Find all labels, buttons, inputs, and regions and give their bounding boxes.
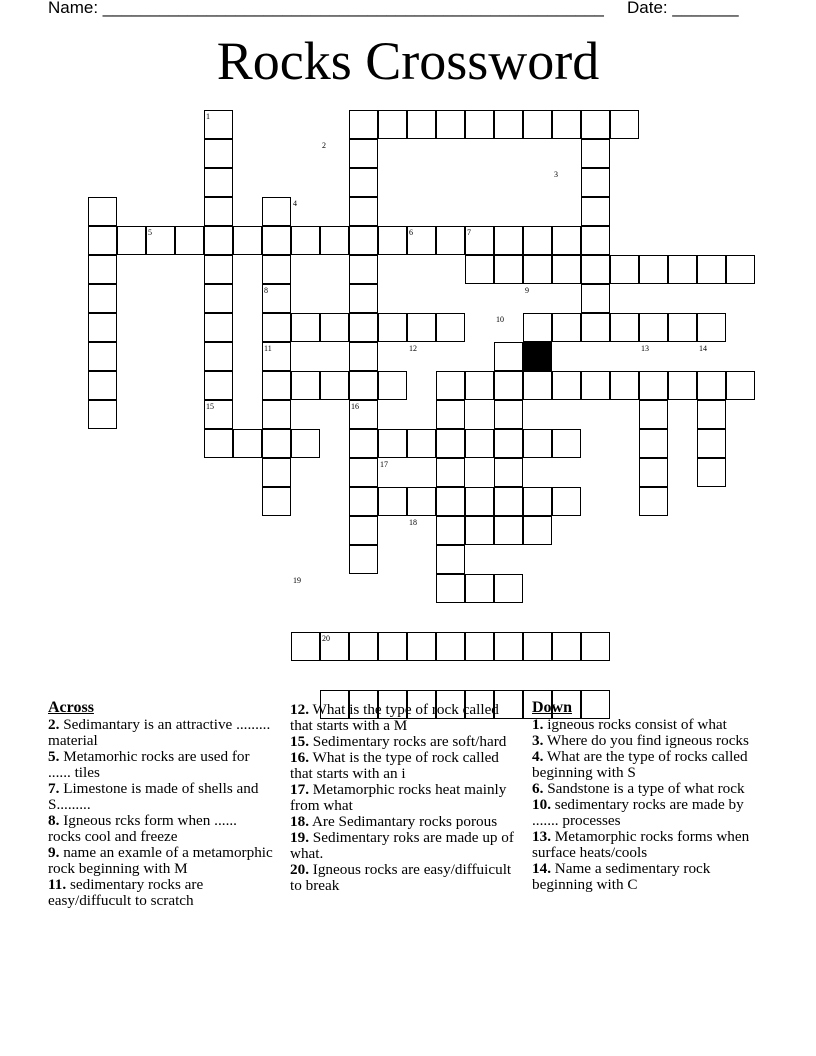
grid-cell[interactable]	[610, 371, 639, 400]
grid-cell[interactable]	[320, 313, 349, 342]
grid-cell[interactable]	[407, 632, 436, 661]
grid-cell[interactable]	[436, 458, 465, 487]
grid-cell[interactable]	[378, 371, 407, 400]
grid-cell[interactable]	[668, 313, 697, 342]
cell-number: 8	[264, 286, 268, 295]
cell-number: 1	[206, 112, 210, 121]
grid-cell[interactable]	[349, 487, 378, 516]
clue-item	[48, 877, 273, 909]
grid-cell[interactable]	[291, 313, 320, 342]
grid-cell[interactable]	[726, 255, 755, 284]
clue-number: 7.	[48, 780, 60, 797]
grid-cell[interactable]	[639, 255, 668, 284]
grid-cell[interactable]	[204, 429, 233, 458]
grid-cell[interactable]	[407, 110, 436, 139]
clue-item	[532, 797, 762, 829]
grid-cell[interactable]	[494, 371, 523, 400]
grid-cell[interactable]	[262, 429, 291, 458]
grid-cell[interactable]	[668, 255, 697, 284]
grid-cell[interactable]	[436, 545, 465, 574]
grid-cell[interactable]	[88, 371, 117, 400]
clue-number: 12.	[290, 701, 309, 718]
grid-cell[interactable]	[204, 313, 233, 342]
grid-cell[interactable]	[233, 226, 262, 255]
grid-cell[interactable]	[552, 313, 581, 342]
date-field-label: Date: _______	[627, 0, 739, 17]
grid-cell[interactable]	[320, 226, 349, 255]
grid-cell[interactable]	[668, 371, 697, 400]
clue-item	[532, 781, 762, 797]
clue-number: 8.	[48, 812, 60, 829]
grid-cell[interactable]	[581, 110, 610, 139]
grid-cell[interactable]	[494, 110, 523, 139]
grid-cell[interactable]	[465, 487, 494, 516]
cell-number: 13	[641, 344, 649, 353]
grid-cell[interactable]	[581, 255, 610, 284]
cell-number: 2	[322, 141, 326, 150]
grid-cell[interactable]	[436, 632, 465, 661]
clue-item	[48, 813, 273, 845]
cell-number: 7	[467, 228, 471, 237]
grid-cell[interactable]	[349, 458, 378, 487]
across-clues	[48, 700, 273, 909]
clue-text: Limestone is made of shells and S.........	[48, 780, 259, 813]
grid-cell[interactable]	[552, 429, 581, 458]
grid-cell[interactable]	[552, 255, 581, 284]
grid-cell[interactable]	[88, 342, 117, 371]
clue-text: What are the type of rocks called beginning with S	[532, 748, 748, 781]
across-clues-continued	[290, 702, 520, 894]
grid-cell[interactable]	[523, 487, 552, 516]
grid-cell[interactable]	[523, 313, 552, 342]
clue-item	[532, 749, 762, 781]
cell-number: 10	[496, 315, 504, 324]
clue-item	[290, 750, 520, 782]
cell-number: 20	[322, 634, 330, 643]
grid-cell[interactable]	[262, 255, 291, 284]
clue-item	[48, 845, 273, 877]
clue-number: 3.	[532, 732, 544, 749]
clue-text: Metamorhic rocks are used for ...... tiles	[48, 748, 250, 781]
grid-cell[interactable]	[639, 400, 668, 429]
grid-cell[interactable]	[436, 226, 465, 255]
grid-cell[interactable]	[523, 632, 552, 661]
clue-text: igneous rocks consist of what	[543, 716, 727, 733]
clue-number: 5.	[48, 748, 60, 765]
clue-number: 2.	[48, 716, 60, 733]
clue-text: Where do you find igneous rocks	[543, 732, 749, 749]
grid-cell[interactable]	[262, 400, 291, 429]
grid-cell[interactable]	[436, 516, 465, 545]
clue-text: Metamorphic rocks forms when surface heats/cools	[532, 828, 750, 861]
clue-item	[290, 782, 520, 814]
clue-number: 13.	[532, 828, 551, 845]
clue-item	[532, 829, 762, 861]
grid-cell[interactable]	[523, 255, 552, 284]
grid-cell[interactable]	[436, 429, 465, 458]
clue-item	[532, 717, 762, 733]
clue-item	[48, 717, 273, 749]
cell-number: 18	[409, 518, 417, 527]
clue-number: 17.	[290, 781, 309, 798]
grid-cell[interactable]	[349, 632, 378, 661]
cell-number: 3	[554, 170, 558, 179]
clue-item	[48, 749, 273, 781]
clue-text: Sedimentary rocks are soft/hard	[308, 733, 507, 750]
grid-cell[interactable]	[697, 458, 726, 487]
grid-cell[interactable]	[697, 255, 726, 284]
grid-cell[interactable]	[494, 632, 523, 661]
grid-cell[interactable]	[610, 313, 639, 342]
cell-number: 15	[206, 402, 214, 411]
grid-cell[interactable]	[465, 371, 494, 400]
grid-cell[interactable]	[639, 371, 668, 400]
clue-text: Metamorphic rocks heat mainly from what	[290, 781, 507, 814]
clue-item	[532, 861, 762, 893]
grid-cell[interactable]	[581, 284, 610, 313]
clue-number: 10.	[532, 796, 551, 813]
grid-cell[interactable]	[349, 197, 378, 226]
across-heading: Across	[48, 699, 94, 716]
grid-cell[interactable]	[349, 516, 378, 545]
grid-cell[interactable]	[523, 516, 552, 545]
grid-cell[interactable]	[88, 284, 117, 313]
grid-cell[interactable]	[233, 429, 262, 458]
clue-number: 9.	[48, 844, 60, 861]
grid-cell[interactable]	[523, 226, 552, 255]
grid-cell[interactable]	[494, 342, 523, 371]
grid-cell[interactable]	[204, 371, 233, 400]
clue-text: Sedimentary roks are made up of what.	[290, 829, 514, 862]
grid-cell[interactable]	[581, 313, 610, 342]
grid-cell[interactable]	[494, 516, 523, 545]
grid-cell[interactable]	[494, 400, 523, 429]
grid-cell[interactable]	[349, 371, 378, 400]
clue-number: 14.	[532, 860, 551, 877]
grid-cell[interactable]	[407, 429, 436, 458]
grid-cell[interactable]	[639, 313, 668, 342]
grid-cell[interactable]	[204, 226, 233, 255]
clue-text: name an examle of a metamorphic rock beginning with M	[48, 844, 273, 877]
grid-cell[interactable]	[291, 429, 320, 458]
grid-cell[interactable]	[552, 110, 581, 139]
grid-cell[interactable]	[88, 400, 117, 429]
grid-cell[interactable]	[349, 226, 378, 255]
grid-cell[interactable]	[465, 110, 494, 139]
grid-cell[interactable]	[581, 197, 610, 226]
clue-text: sedimentary rocks are easy/diffucult to scratch	[48, 876, 204, 909]
grid-cell[interactable]	[349, 429, 378, 458]
grid-cell[interactable]	[204, 139, 233, 168]
grid-cell[interactable]	[349, 255, 378, 284]
grid-cell[interactable]	[262, 313, 291, 342]
cell-number: 4	[293, 199, 297, 208]
grid-cell[interactable]	[697, 371, 726, 400]
grid-cell[interactable]	[494, 255, 523, 284]
grid-cell[interactable]	[697, 313, 726, 342]
name-field-label: Name: _____________________________________________________	[48, 0, 604, 17]
grid-cell[interactable]	[117, 226, 146, 255]
grid-cell[interactable]	[436, 371, 465, 400]
grid-cell[interactable]	[204, 197, 233, 226]
grid-cell[interactable]	[610, 110, 639, 139]
grid-cell[interactable]	[291, 371, 320, 400]
grid-cell[interactable]	[581, 632, 610, 661]
grid-cell[interactable]	[349, 110, 378, 139]
clue-text: What is the type of rock called that starts with an i	[290, 749, 499, 782]
clue-number: 4.	[532, 748, 544, 765]
clue-text: sedimentary rocks are made by ....... processes	[532, 796, 744, 829]
cell-number: 5	[148, 228, 152, 237]
clue-item	[532, 733, 762, 749]
grid-cell[interactable]	[494, 574, 523, 603]
grid-cell[interactable]	[639, 458, 668, 487]
clue-text: Are Sedimantary rocks porous	[308, 813, 498, 830]
grid-cell[interactable]	[552, 632, 581, 661]
grid-cell[interactable]	[639, 429, 668, 458]
clue-item	[48, 781, 273, 813]
grid-cell[interactable]	[349, 313, 378, 342]
cell-number: 11	[264, 344, 272, 353]
clue-text: Igneous rcks form when ...... rocks cool and freeze	[48, 812, 237, 845]
grid-cell[interactable]	[291, 226, 320, 255]
cell-number: 12	[409, 344, 417, 353]
grid-cell[interactable]	[204, 168, 233, 197]
grid-cell[interactable]	[407, 313, 436, 342]
grid-cell[interactable]	[88, 255, 117, 284]
grid-cell[interactable]	[436, 313, 465, 342]
down-heading: Down	[532, 699, 573, 716]
cell-number: 16	[351, 402, 359, 411]
grid-cell[interactable]	[349, 545, 378, 574]
clue-number: 1.	[532, 716, 544, 733]
grid-cell[interactable]	[726, 371, 755, 400]
grid-cell[interactable]	[88, 226, 117, 255]
grid-cell[interactable]	[494, 458, 523, 487]
grid-cell[interactable]	[436, 110, 465, 139]
grid-cell[interactable]	[581, 371, 610, 400]
clue-item	[290, 734, 520, 750]
grid-cell[interactable]	[552, 371, 581, 400]
grid-cell[interactable]	[494, 487, 523, 516]
grid-cell[interactable]	[88, 313, 117, 342]
cell-number: 6	[409, 228, 413, 237]
grid-cell[interactable]	[291, 632, 320, 661]
grid-cell[interactable]	[523, 429, 552, 458]
cell-number: 14	[699, 344, 707, 353]
clue-number: 15.	[290, 733, 309, 750]
grid-cell[interactable]	[262, 371, 291, 400]
clue-text: Igneous rocks are easy/diffuicult to break	[290, 861, 512, 894]
grid-cell[interactable]	[175, 226, 204, 255]
grid-cell[interactable]	[378, 487, 407, 516]
cell-number: 19	[293, 576, 301, 585]
grid-cell[interactable]	[378, 110, 407, 139]
clue-number: 19.	[290, 829, 309, 846]
grid-cell[interactable]	[204, 284, 233, 313]
grid-cell[interactable]	[262, 487, 291, 516]
grid-cell[interactable]	[465, 255, 494, 284]
clue-number: 11.	[48, 876, 67, 893]
grid-cell[interactable]	[581, 139, 610, 168]
clue-text: Sedimantary is an attractive ......... material	[48, 716, 271, 749]
grid-cell[interactable]	[262, 458, 291, 487]
clue-number: 20.	[290, 861, 309, 878]
grid-cell[interactable]	[610, 255, 639, 284]
grid-cell[interactable]	[436, 400, 465, 429]
grid-cell[interactable]	[581, 226, 610, 255]
grid-cell[interactable]	[581, 168, 610, 197]
grid-cell[interactable]	[523, 110, 552, 139]
page-title: Rocks Crossword	[216, 31, 600, 91]
grid-cell[interactable]	[697, 429, 726, 458]
grid-cell[interactable]	[349, 284, 378, 313]
grid-cell[interactable]	[262, 197, 291, 226]
grid-cell[interactable]	[465, 574, 494, 603]
grid-cell[interactable]	[552, 487, 581, 516]
grid-cell[interactable]	[349, 342, 378, 371]
grid-cell[interactable]	[378, 313, 407, 342]
clue-number: 6.	[532, 780, 544, 797]
grid-cell[interactable]	[436, 487, 465, 516]
clue-item	[290, 862, 520, 894]
grid-cell[interactable]	[436, 574, 465, 603]
grid-cell[interactable]	[552, 226, 581, 255]
down-clues	[532, 700, 762, 893]
grid-cell[interactable]	[465, 632, 494, 661]
clue-text: What is the type of rock called that starts with a M	[290, 701, 499, 734]
grid-cell[interactable]	[407, 487, 436, 516]
grid-cell[interactable]	[349, 168, 378, 197]
grid-cell[interactable]	[88, 197, 117, 226]
clue-item	[290, 830, 520, 862]
cell-number: 17	[380, 460, 388, 469]
grid-cell[interactable]	[494, 429, 523, 458]
clue-item	[290, 702, 520, 734]
grid-cell[interactable]	[204, 255, 233, 284]
grid-cell[interactable]	[378, 429, 407, 458]
cell-number: 9	[525, 286, 529, 295]
grid-cell[interactable]	[320, 371, 349, 400]
grid-cell[interactable]	[349, 139, 378, 168]
grid-cell[interactable]	[639, 487, 668, 516]
clue-number: 16.	[290, 749, 309, 766]
clue-text: Name a sedimentary rock beginning with C	[532, 860, 711, 893]
grid-cell[interactable]	[204, 342, 233, 371]
clue-text: Sandstone is a type of what rock	[543, 780, 745, 797]
grid-cell[interactable]	[523, 371, 552, 400]
grid-cell[interactable]	[697, 400, 726, 429]
black-cell	[523, 342, 552, 371]
grid-cell[interactable]	[262, 226, 291, 255]
clue-item	[290, 814, 520, 830]
grid-cell[interactable]	[378, 632, 407, 661]
grid-cell[interactable]	[494, 226, 523, 255]
grid-cell[interactable]	[465, 516, 494, 545]
grid-cell[interactable]	[465, 429, 494, 458]
clue-number: 18.	[290, 813, 309, 830]
grid-cell[interactable]	[378, 226, 407, 255]
